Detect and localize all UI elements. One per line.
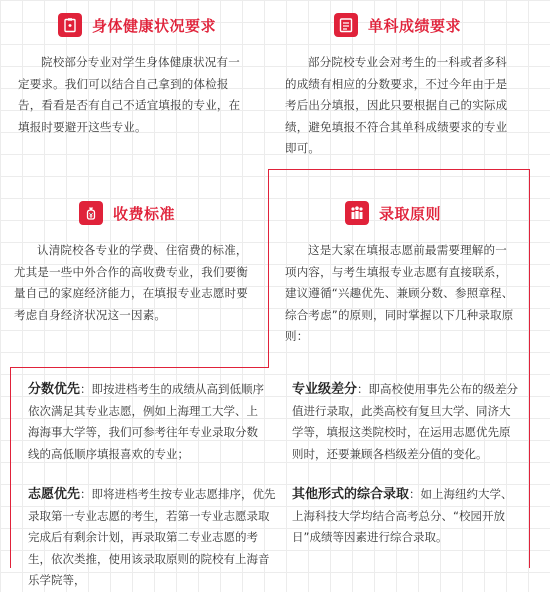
section-admission-heading bbox=[345, 201, 441, 225]
report-card-icon bbox=[334, 13, 358, 37]
rule-score-first-term: 分数优先 bbox=[28, 382, 81, 397]
rules-frame-top-left bbox=[10, 367, 269, 368]
section-admission-title: 录取原则 bbox=[379, 204, 442, 223]
rule-tier-gap-text: ：即高校使用事先公布的级差分值进行录取，此类高校有复旦大学、同济大学等，填报这类院校时，在运用志愿优先原则时，还要兼顾各档级差分值的变化。 bbox=[292, 382, 519, 461]
section-score-heading bbox=[334, 13, 461, 37]
rule-other-text: ：如上海纽约大学、上海科技大学均结合高考总分、“校园开放日”成绩等因素进行综合录取。 bbox=[292, 487, 513, 544]
rule-wish-first-text: ：即将进档考生按专业志愿排序，优先录取第一专业志愿的考生，若第一专业志愿录取完成后有剩余计划，再录取第二专业志愿的考生，依次类推，使用该录取原则的院校有上海音乐学院等， bbox=[28, 487, 276, 587]
section-score-text: 部分院校专业会对考生的一科或者多科的成绩有相应的分数要求，不过今年由于是考后出分填报，因此只要根据自己的实际成绩，避免填报不符合其单科成绩要求的专业即可。 bbox=[285, 55, 508, 155]
section-health-title: 身体健康状况要求 bbox=[92, 16, 217, 35]
section-admission-text: 这是大家在填报志愿前最需要理解的一项内容，与考生填报专业志愿有直接联系，建议遵循“兴趣优先、兼顾分数、参照章程、综合考虑”的原则，同时掌握以下几种录取原则： bbox=[285, 243, 514, 343]
section-health-heading bbox=[58, 13, 216, 37]
rule-score-first bbox=[28, 379, 268, 465]
rule-score-first-text: ：即按进档考生的成绩从高到低顺序依次满足其专业志愿，例如上海理工大学、上海海事大学等，我们可参考往年专业录取分数线的高低顺序填报喜欢的专业； bbox=[28, 382, 265, 461]
section-health-text: 院校部分专业对学生身体健康状况有一定要求。我们可以结合自己拿到的体检报告，看看是否有自己不适宜填报的专业，在填报时要避开这些专业。 bbox=[18, 55, 241, 134]
clipboard-health-icon bbox=[58, 13, 82, 37]
people-icon bbox=[345, 201, 369, 225]
rules-frame-right bbox=[529, 367, 530, 568]
rule-other bbox=[292, 484, 520, 549]
rule-wish-first-term: 志愿优先 bbox=[28, 487, 81, 502]
rules-frame-left bbox=[10, 367, 11, 568]
rule-tier-gap bbox=[292, 379, 520, 465]
rule-other-term: 其他形式的综合录取 bbox=[292, 487, 410, 502]
section-score-title: 单科成绩要求 bbox=[368, 16, 462, 35]
section-fee-heading bbox=[79, 201, 175, 225]
section-fee-title: 收费标准 bbox=[113, 204, 176, 223]
money-bag-icon bbox=[79, 201, 103, 225]
section-fee-text: 认清院校各专业的学费、住宿费的标准，尤其是一些中外合作的高收费专业，我们要衡量自己的家庭经济能力，在填报专业志愿时要考虑自身经济状况这一因素。 bbox=[14, 243, 248, 322]
rule-tier-gap-term: 专业级差分 bbox=[292, 382, 358, 397]
rule-wish-first bbox=[28, 484, 276, 592]
